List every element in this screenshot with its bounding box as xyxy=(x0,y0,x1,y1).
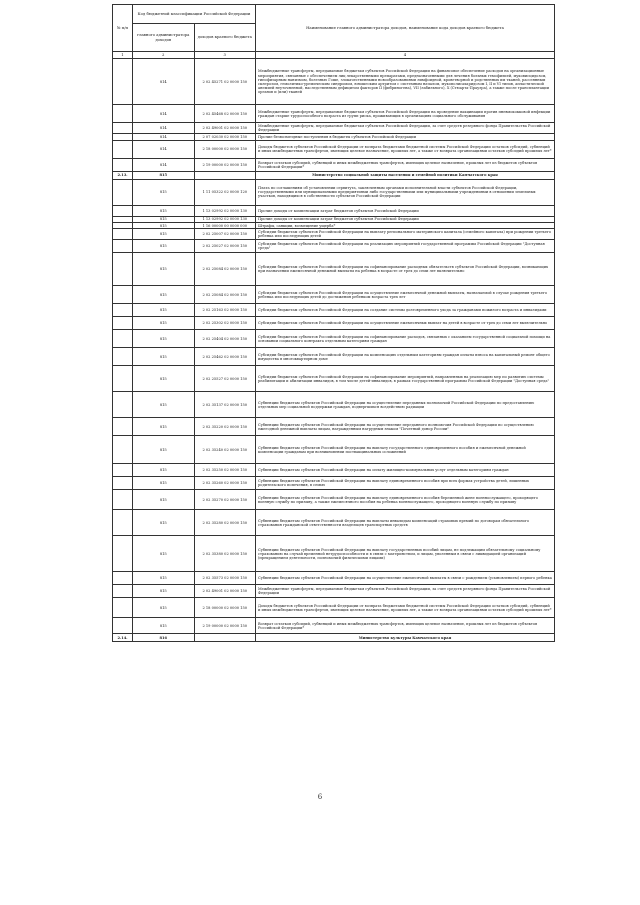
admin-code: 815 xyxy=(133,436,195,464)
revenue-name: Субвенции бюджетам субъектов Российской Федерации на выплату единовременного пособия при всех формах устройства детей, лишенных родительского попечения, в семью xyxy=(256,477,555,490)
table-row xyxy=(113,598,555,618)
table-row xyxy=(113,464,555,477)
admin-code: 815 xyxy=(133,330,195,348)
admin-code: 815 xyxy=(133,348,195,366)
row-number xyxy=(113,59,133,105)
table-row xyxy=(113,179,555,205)
revenue-name: Субвенции бюджетам субъектов Российской Федерации на выплату единовременного пособия беременной жене военнослужащего, проходящего военную службу по призыву, а также ежемесячного пособия на ребенка военнослужащего, проходящего военную службу по призыву xyxy=(256,490,555,510)
row-number xyxy=(113,536,133,572)
table-row xyxy=(113,436,555,464)
revenue-name: Доходы бюджетов субъектов Российской Федерации от возврата бюджетами бюджетной системы Российской Федерации остатков субсидий, субвенций и иных межбюджетных трансфертов, имеющих целевое назначение, прошлых лет, а также от возврата организациями остатков субсидий прошлых лет* xyxy=(256,140,555,158)
revenue-code: 2 02 25302 02 0000 150 xyxy=(194,317,256,330)
admin-code: 815 xyxy=(133,510,195,536)
admin-code: 815 xyxy=(133,253,195,286)
admin-code: 815 xyxy=(133,205,195,216)
revenue-code: 2 02 35260 02 0000 150 xyxy=(194,477,256,490)
revenue-name: Плата по соглашениям об установлении сервитута, заключенным органами исполнительной власти субъектов Российской Федерации, государственными или муниципальными предприятиями либо государственными или муниципальными учреждениями в отношении земельных участков, находящихся в собственности субъектов Российской Федерации xyxy=(256,179,555,205)
revenue-code: 2 19 00000 02 0000 150 xyxy=(194,158,256,171)
table-row xyxy=(113,317,555,330)
admin-code: 815 xyxy=(133,222,195,228)
row-number xyxy=(113,158,133,171)
row-number xyxy=(113,477,133,490)
revenue-name: Межбюджетные трансферты, передаваемые бюджетам субъектов Российской Федерации, за счет средств резервного фонда Правительства Российской Федерации xyxy=(256,585,555,598)
admin-code: 814 xyxy=(133,140,195,158)
admin-code: 815 xyxy=(133,572,195,585)
admin-code: 814 xyxy=(133,134,195,140)
row-number xyxy=(113,348,133,366)
revenue-name: Субсидии бюджетам субъектов Российской Федерации на софинансирование расходов, связанных с оказанием государственной социальной помощи на основании социального контракта отдельным категориям граждан xyxy=(256,330,555,348)
admin-code: 815 xyxy=(133,392,195,418)
revenue-code: 2 02 25084 02 0000 150 xyxy=(194,253,256,286)
revenue-code: 1 16 00000 00 0000 000 xyxy=(194,222,256,228)
header-name: Наименование главного администратора доходов, наименование кода доходов краевого бюджета xyxy=(256,5,555,52)
revenue-name: Субвенции бюджетам субъектов Российской Федерации на осуществление переданного полномочия Российской Федерации по осуществлению ежегодной денежной выплаты лицам, награжденным нагрудным знаком "Почетный донор России" xyxy=(256,418,555,436)
row-number xyxy=(113,572,133,585)
table-row xyxy=(113,140,555,158)
revenue-name: Субсидии бюджетам субъектов Российской Федерации на софинансирование мероприятий, направленных на реализацию мер по развитию системы реабилитации и абилитации инвалидов, в том числе детей-инвалидов, в рамках государственной программы Российской Федерации "Доступная среда" xyxy=(256,366,555,392)
revenue-codes-table xyxy=(112,4,555,642)
admin-code: 815 xyxy=(133,286,195,304)
revenue-code: 2 02 35250 02 0000 150 xyxy=(194,464,256,477)
admin-code: 815 xyxy=(133,585,195,598)
revenue-name: Прочие доходы от компенсации затрат бюджетов субъектов Российской Федерации xyxy=(256,205,555,216)
table-body xyxy=(113,59,555,642)
revenue-name: Субвенции бюджетам субъектов Российской Федерации на оплату жилищно-коммунальных услуг отдельным категориям граждан xyxy=(256,464,555,477)
admin-code: 814 xyxy=(133,59,195,105)
revenue-name: Возврат остатков субсидий, субвенций и иных межбюджетных трансфертов, имеющих целевое назначение, прошлых лет из бюджетов субъектов Российской Федерации* xyxy=(256,158,555,171)
admin-code: 815 xyxy=(133,536,195,572)
row-number xyxy=(113,229,133,240)
row-number xyxy=(113,585,133,598)
header-revenue-code: доходов краевого бюджета xyxy=(194,24,256,52)
table-row xyxy=(113,585,555,598)
revenue-name: Субвенции бюджетам субъектов Российской Федерации на выплату государственного единовременного пособия и ежемесячной денежной компенсации гражданам при возникновении поствакцинальных осложнений xyxy=(256,436,555,464)
admin-code: 815 xyxy=(133,179,195,205)
row-number xyxy=(113,510,133,536)
row-number xyxy=(113,205,133,216)
row-number xyxy=(113,618,133,634)
table-row xyxy=(113,366,555,392)
admin-code: 815 xyxy=(133,418,195,436)
page-number: 6 xyxy=(317,793,323,801)
header-index-4: 4 xyxy=(256,52,555,59)
admin-code: 815 xyxy=(133,229,195,240)
table-row xyxy=(113,253,555,286)
row-number xyxy=(113,240,133,253)
revenue-code xyxy=(194,171,256,179)
revenue-code: 2 07 02030 02 0000 150 xyxy=(194,134,256,140)
revenue-code: 2 02 45468 02 0000 150 xyxy=(194,105,256,123)
admin-code: 814 xyxy=(133,123,195,134)
revenue-code: 2 02 35380 02 0000 150 xyxy=(194,536,256,572)
row-number xyxy=(113,317,133,330)
table-row xyxy=(113,536,555,572)
revenue-name: Субсидии бюджетам субъектов Российской Федерации на осуществление ежемесячной денежной выплаты, назначаемой в случае рождения третьего ребенка или последующих детей до достижения ребенком возраста трех лет xyxy=(256,286,555,304)
header-index-3: 3 xyxy=(194,52,256,59)
row-number xyxy=(113,392,133,418)
admin-code: 815 xyxy=(133,216,195,222)
revenue-code: 2 02 25462 02 0000 150 xyxy=(194,348,256,366)
admin-code: 815 xyxy=(133,317,195,330)
table-row xyxy=(113,123,555,134)
revenue-name: Прочие доходы от компенсации затрат бюджетов субъектов Российской Федерации xyxy=(256,216,555,222)
table-row xyxy=(113,205,555,216)
revenue-name: Субсидии бюджетам субъектов Российской Федерации на реализацию мероприятий государственной программы Российской Федерации "Доступная среда" xyxy=(256,240,555,253)
table-section-row xyxy=(113,171,555,179)
row-number xyxy=(113,304,133,317)
revenue-name: Субсидии бюджетам субъектов Российской Федерации на софинансирование расходных обязательств субъектов Российской Федерации, возникающих при назначении ежемесячной денежной выплаты на ребенка в возрасте от трех до семи лет включительно xyxy=(256,253,555,286)
revenue-code: 2 02 35270 02 0000 150 xyxy=(194,490,256,510)
revenue-code: 2 02 25527 02 0000 150 xyxy=(194,366,256,392)
revenue-code: 2 02 25027 02 0000 150 xyxy=(194,240,256,253)
revenue-name: Возврат остатков субсидий, субвенций и иных межбюджетных трансфертов, имеющих целевое назначение, прошлых лет из бюджетов субъектов Российской Федерации* xyxy=(256,618,555,634)
table-row xyxy=(113,286,555,304)
revenue-code: 2 02 25163 02 0000 150 xyxy=(194,304,256,317)
revenue-code: 2 19 00000 02 0000 150 xyxy=(194,618,256,634)
table-row xyxy=(113,330,555,348)
row-number xyxy=(113,490,133,510)
table-row xyxy=(113,229,555,240)
revenue-name: Субвенции бюджетам субъектов Российской Федерации на выплату государственных пособий лицам, не подлежащим обязательному социальному страхованию на случай временной нетрудоспособности и в связи с материнством, и лицам, уволенным в связи с ликвидацией организаций (прекращением деятельности, полномочий физическими лицами) xyxy=(256,536,555,572)
table-section-row xyxy=(113,634,555,642)
row-number: 2.14. xyxy=(113,634,133,642)
revenue-code: 2 02 49001 02 0000 150 xyxy=(194,585,256,598)
revenue-code: 2 18 00000 02 0000 150 xyxy=(194,140,256,158)
revenue-code: 1 11 05322 02 0000 120 xyxy=(194,179,256,205)
table-row xyxy=(113,348,555,366)
revenue-name: Субсидии бюджетам субъектов Российской Федерации на осуществление ежемесячных выплат на детей в возрасте от трех до семи лет включительно xyxy=(256,317,555,330)
row-number xyxy=(113,436,133,464)
revenue-name: Субвенции бюджетам субъектов Российской Федерации на осуществление переданных полномочий Российской Федерации по предоставлению отдельных мер социальной поддержки граждан, подвергшихся воздействию радиации xyxy=(256,392,555,418)
revenue-name: Субсидии бюджетам субъектов Российской Федерации на выплату регионального материнского капитала (семейного капитала) при рождении третьего ребенка или последующих детей xyxy=(256,229,555,240)
document-sheet xyxy=(112,4,555,642)
revenue-name: Прочие безвозмездные поступления в бюджеты субъектов Российской Федерации xyxy=(256,134,555,140)
admin-code: 815 xyxy=(133,240,195,253)
table-row xyxy=(113,392,555,418)
table-row xyxy=(113,158,555,171)
revenue-name: Межбюджетные трансферты, передаваемые бюджетам субъектов Российской Федерации на проведение вакцинации против пневмококковой инфекции граждан старше трудоспособного возраста из групп риска, проживающих в организациях социального обслуживания xyxy=(256,105,555,123)
admin-code: 816 xyxy=(133,634,195,642)
revenue-code: 2 02 35240 02 0000 150 xyxy=(194,436,256,464)
admin-code: 815 xyxy=(133,366,195,392)
row-number xyxy=(113,140,133,158)
admin-code: 815 xyxy=(133,304,195,317)
revenue-code: 2 02 25007 02 0000 150 xyxy=(194,229,256,240)
admin-code: 815 xyxy=(133,171,195,179)
table-row xyxy=(113,477,555,490)
revenue-name: Субвенции бюджетам субъектов Российской Федерации на осуществление ежемесячной выплаты в связи с рождением (усыновлением) первого ребенка xyxy=(256,572,555,585)
revenue-code: 2 02 35573 02 0000 150 xyxy=(194,572,256,585)
table-row xyxy=(113,59,555,105)
header-classification-code: Код бюджетной классификации Российской Федерации xyxy=(133,5,256,24)
revenue-name: Министерство культуры Камчатского края xyxy=(256,634,555,642)
revenue-name: Межбюджетные трансферты, передаваемые бюджетам субъектов Российской Федерации на финансовое обеспечение расходов на организационные мероприятия, связанные с обеспечением лиц лекарственными препаратами, предназначенными для лечения больных гемофилией, муковисцидозом, гипофизарным нанизмом, болезнью Гоше, злокачественными новообразованиями лимфоидной, кроветворной и родственных им тканей, рассеянным склерозом, гемолитико-уремическим синдромом, юношеским артритом с системным началом, мукополисахаридозом I, II и VI типов, апластической анемией неуточненной, наследственным дефицитом факторов II (фибриногена), VII (лабильного), X (Стюарта-Прауэра), а также после трансплантации органов и (или) тканей xyxy=(256,59,555,105)
revenue-name: Штрафы, санкции, возмещение ущерба* xyxy=(256,222,555,228)
admin-code: 815 xyxy=(133,477,195,490)
admin-code: 814 xyxy=(133,105,195,123)
table-row xyxy=(113,105,555,123)
admin-code: 815 xyxy=(133,490,195,510)
row-number xyxy=(113,105,133,123)
revenue-name: Межбюджетные трансферты, передаваемые бюджетам субъектов Российской Федерации, за счет средств резервного фонда Правительства Российской Федерации xyxy=(256,123,555,134)
revenue-code: 2 02 35137 02 0000 150 xyxy=(194,392,256,418)
table-row xyxy=(113,240,555,253)
header-row-number: № п/п xyxy=(113,5,133,52)
table-row xyxy=(113,618,555,634)
table-header xyxy=(113,5,555,59)
revenue-name: Доходы бюджетов субъектов Российской Федерации от возврата бюджетами бюджетной системы Российской Федерации остатков субсидий, субвенций и иных межбюджетных трансфертов, имеющих целевое назначение, прошлых лет, а также от возврата организациями остатков субсидий прошлых лет* xyxy=(256,598,555,618)
table-row xyxy=(113,418,555,436)
row-number xyxy=(113,464,133,477)
admin-code: 814 xyxy=(133,158,195,171)
admin-code: 815 xyxy=(133,618,195,634)
table-row xyxy=(113,304,555,317)
row-number xyxy=(113,330,133,348)
header-index-2: 2 xyxy=(133,52,195,59)
revenue-code: 2 02 25084 02 0000 150 xyxy=(194,286,256,304)
admin-code: 815 xyxy=(133,464,195,477)
row-number xyxy=(113,123,133,134)
revenue-code xyxy=(194,634,256,642)
revenue-code: 2 02 25404 02 0000 150 xyxy=(194,330,256,348)
revenue-name: Субвенции бюджетам субъектов Российской Федерации на выплаты инвалидам компенсаций страховых премий по договорам обязательного страхования гражданской ответственности владельцев транспортных средств xyxy=(256,510,555,536)
revenue-code: 1 13 02992 02 0000 130 xyxy=(194,205,256,216)
revenue-code: 1 13 02992 02 0000 130 xyxy=(194,216,256,222)
revenue-code: 2 02 35220 02 0000 150 xyxy=(194,418,256,436)
revenue-code: 2 18 00000 02 0000 150 xyxy=(194,598,256,618)
revenue-code: 2 02 49001 02 0000 150 xyxy=(194,123,256,134)
revenue-name: Министерство социальной защиты населения и семейной политики Камчатского края xyxy=(256,171,555,179)
row-number xyxy=(113,253,133,286)
row-number xyxy=(113,286,133,304)
row-number xyxy=(113,179,133,205)
row-number: 2.13. xyxy=(113,171,133,179)
revenue-code: 2 02 45271 02 0000 150 xyxy=(194,59,256,105)
revenue-name: Субсидии бюджетам субъектов Российской Федерации на создание системы долговременного ухода за гражданами пожилого возраста и инвалидами xyxy=(256,304,555,317)
row-number xyxy=(113,598,133,618)
admin-code: 815 xyxy=(133,598,195,618)
row-number xyxy=(113,366,133,392)
revenue-code: 2 02 35280 02 0000 150 xyxy=(194,510,256,536)
row-number xyxy=(113,418,133,436)
table-row xyxy=(113,572,555,585)
table-row xyxy=(113,490,555,510)
revenue-name: Субсидии бюджетам субъектов Российской Федерации на компенсацию отдельным категориям граждан оплаты взноса на капитальный ремонт общего имущества в многоквартирном доме xyxy=(256,348,555,366)
header-index-1: 1 xyxy=(113,52,133,59)
table-row xyxy=(113,510,555,536)
header-admin-code: главного администратора доходов xyxy=(133,24,195,52)
